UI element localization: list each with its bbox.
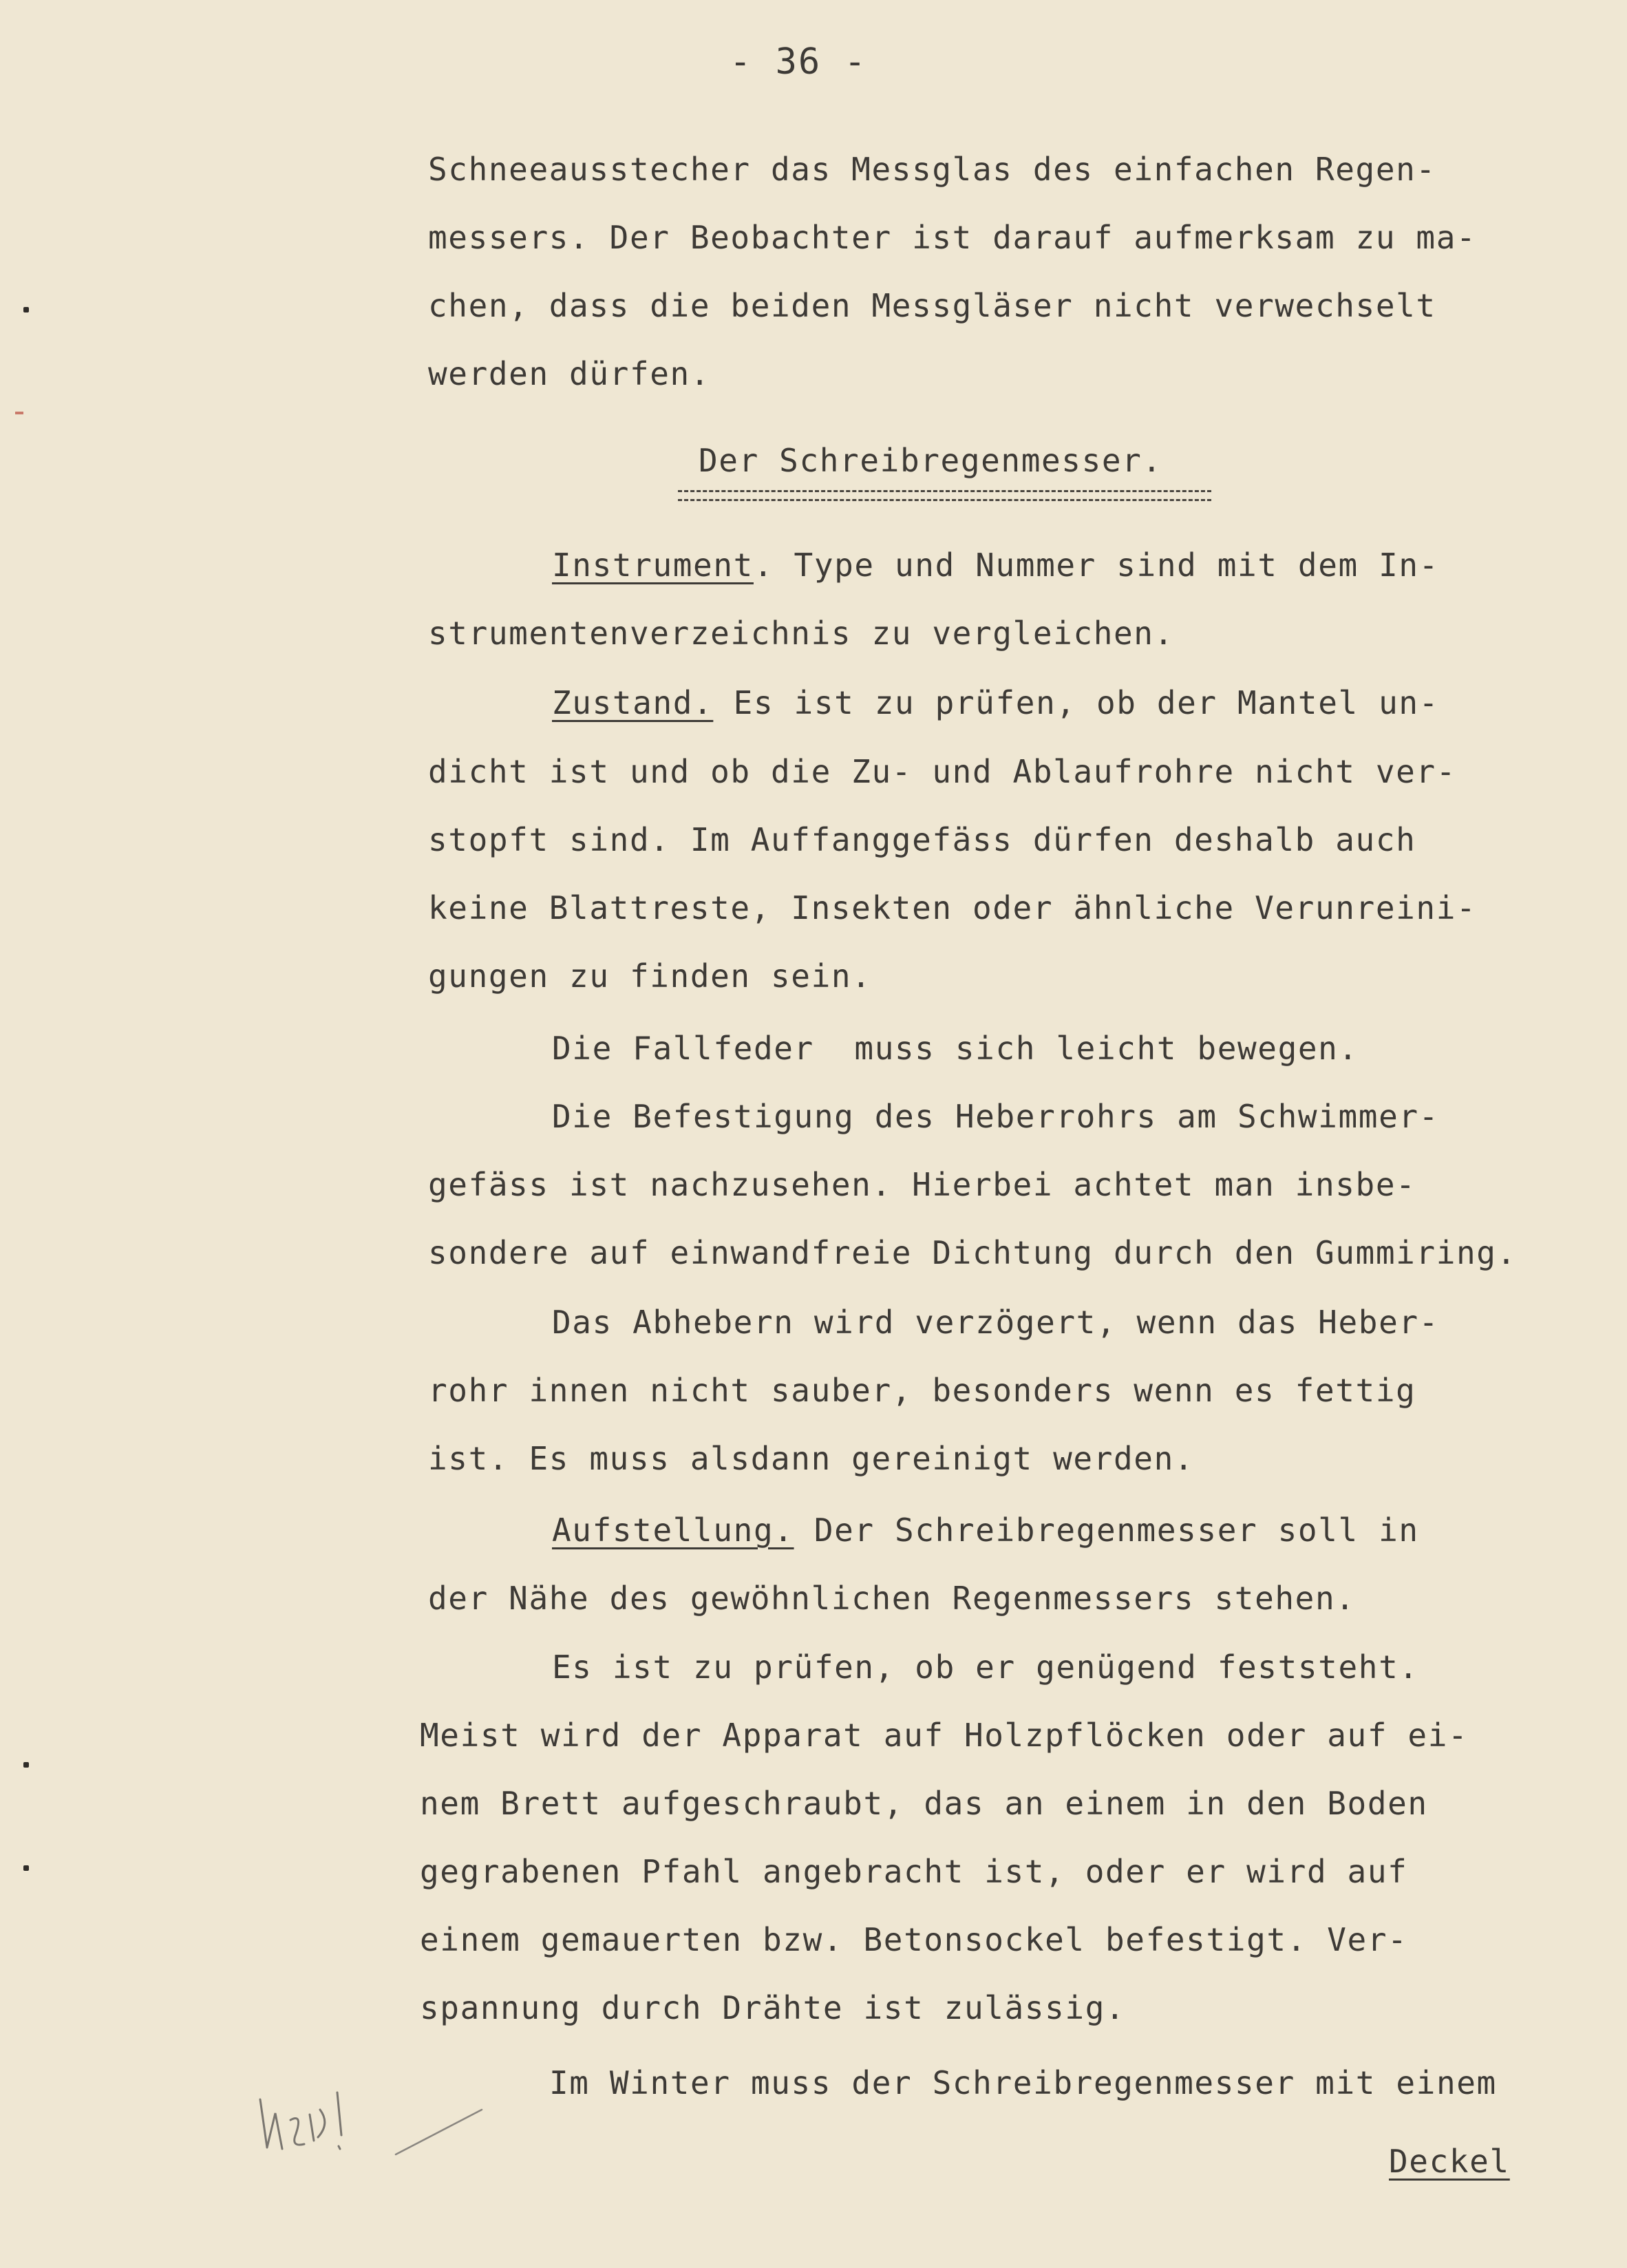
- text-line: messers. Der Beobachter ist darauf aufmerksam zu ma-: [428, 219, 1477, 256]
- text-line: [552, 1511, 1419, 1549]
- page-number: - 36 -: [730, 41, 867, 83]
- margin-dot: [23, 1865, 29, 1871]
- text-line: Das Abhebern wird verzögert, wenn das Heber-: [552, 1304, 1439, 1341]
- margin-tick: [15, 412, 23, 414]
- text-line: rohr innen nicht sauber, besonders wenn es fettig: [428, 1372, 1416, 1409]
- aufstellung-text: Der Schreibregenmesser soll in: [794, 1512, 1419, 1549]
- text-line: nem Brett aufgeschraubt, das an einem in den Boden: [420, 1785, 1428, 1822]
- instrument-label: Instrument: [552, 547, 754, 584]
- text-line: einem gemauerten bzw. Betonsockel befestigt. Ver-: [420, 1921, 1408, 1958]
- text-line: [552, 546, 1439, 584]
- text-line: dicht ist und ob die Zu- und Ablaufrohre nicht ver-: [428, 753, 1457, 790]
- aufstellung-label: Aufstellung.: [552, 1512, 794, 1549]
- section-heading: Der Schreibregenmesser.: [699, 442, 1162, 479]
- text-line: stopft sind. Im Auffanggefäss dürfen deshalb auch: [428, 821, 1416, 858]
- instrument-text: . Type und Nummer sind mit dem In-: [753, 547, 1439, 584]
- text-line: gegrabenen Pfahl angebracht ist, oder er wird auf: [420, 1853, 1408, 1890]
- text-line: gungen zu finden sein.: [428, 957, 872, 995]
- text-line: Schneeausstecher das Messglas des einfachen Regen-: [428, 151, 1436, 188]
- text-line: Es ist zu prüfen, ob er genügend feststeht.: [552, 1649, 1419, 1686]
- text-line: Die Befestigung des Heberrohrs am Schwimmer-: [552, 1098, 1439, 1135]
- text-line: ist. Es muss alsdann gereinigt werden.: [428, 1440, 1195, 1477]
- text-line: Meist wird der Apparat auf Holzpflöcken oder auf ei-: [420, 1717, 1469, 1754]
- text-line: Im Winter muss der Schreibregenmesser mit einem: [549, 2064, 1497, 2101]
- pencil-marginalia: [255, 2072, 502, 2175]
- catchword: Deckel: [1389, 2143, 1510, 2180]
- text-line: strumentenverzeichnis zu vergleichen.: [428, 615, 1174, 652]
- text-line: werden dürfen.: [428, 355, 711, 392]
- heading-double-rule: [678, 490, 1211, 501]
- text-line: spannung durch Drähte ist zulässig.: [420, 1989, 1126, 2026]
- zustand-text: Es ist zu prüfen, ob der Mantel un-: [713, 684, 1439, 721]
- text-line: chen, dass die beiden Messgläser nicht verwechselt: [428, 287, 1436, 324]
- text-line: sondere auf einwandfreie Dichtung durch den Gummiring.: [428, 1234, 1517, 1271]
- text-line: [552, 683, 1439, 722]
- zustand-label: Zustand.: [552, 684, 714, 721]
- text-line: der Nähe des gewöhnlichen Regenmessers stehen.: [428, 1580, 1356, 1617]
- text-line: gefäss ist nachzusehen. Hierbei achtet man insbe-: [428, 1166, 1416, 1203]
- margin-dot: [23, 307, 29, 312]
- text-line: Die Fallfeder muss sich leicht bewegen.: [552, 1030, 1359, 1067]
- text-line: keine Blattreste, Insekten oder ähnliche Verunreini-: [428, 889, 1477, 926]
- margin-dot: [23, 1762, 29, 1768]
